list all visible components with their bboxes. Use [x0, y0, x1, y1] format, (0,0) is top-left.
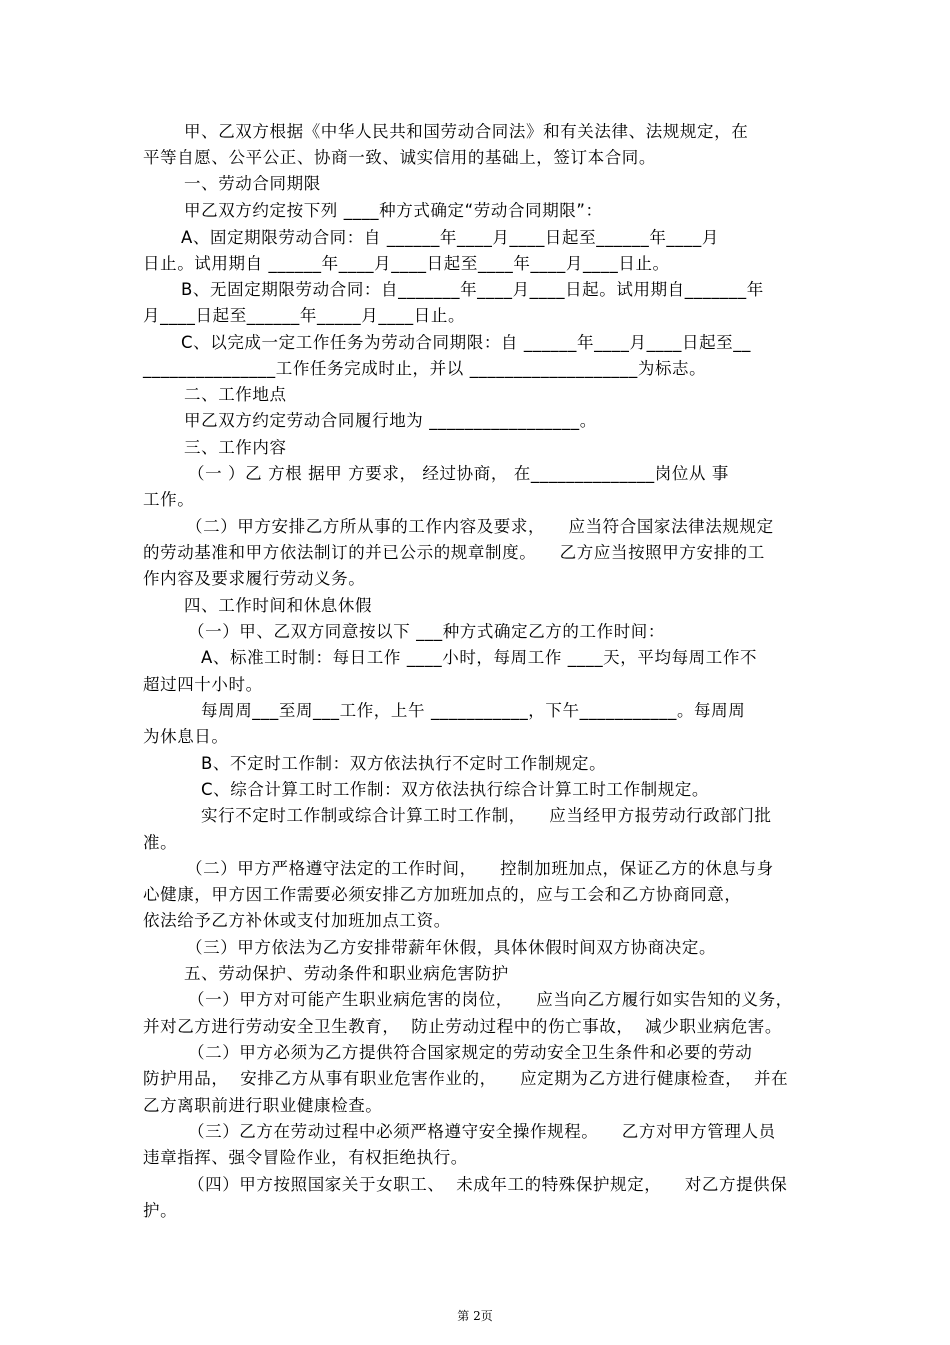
section-heading: 一、劳动合同期限	[184, 174, 321, 193]
paragraph-line: （二）甲方安排乙方所从事的工作内容及要求， 应当符合国家法律法规规定	[186, 517, 774, 536]
paragraph-line: 月____日起至______年_____月____日止。	[143, 306, 466, 325]
paragraph-line: 实行不定时工作制或综合计算工时工作制， 应当经甲方报劳动行政部门批	[201, 806, 772, 825]
page-number: 第 2页	[457, 1309, 493, 1323]
section-heading: 三、工作内容	[184, 438, 287, 457]
paragraph-line: 护。	[143, 1201, 178, 1220]
paragraph-line: （一）甲方对可能产生职业病危害的岗位， 应当向乙方履行如实告知的义务，	[188, 990, 793, 1009]
paragraph-line: （三）乙方在劳动过程中必须严格遵守安全操作规程。 乙方对甲方管理人员	[188, 1122, 776, 1141]
paragraph-line: 甲乙双方约定劳动合同履行地为 _________________。	[184, 411, 597, 430]
paragraph-line: 并对乙方进行劳动安全卫生教育， 防止劳动过程中的伤亡事故， 减少职业病危害。	[143, 1017, 782, 1036]
paragraph-line: 依法给予乙方补休或支付加班加点工资。	[143, 911, 451, 930]
paragraph-line: （四）甲方按照国家关于女职工、 未成年工的特殊保护规定， 对乙方提供保	[188, 1175, 788, 1194]
paragraph-line: 准。	[143, 833, 178, 852]
paragraph-line: C、综合计算工时工作制：双方依法执行综合计算工时工作制规定。	[201, 780, 710, 799]
paragraph-line: 心健康，甲方因工作需要必须安排乙方加班加点的，应与工会和乙方协商同意，	[143, 885, 742, 904]
paragraph-line: A、标准工时制：每日工作 ____小时，每周工作 ____天，平均每周工作不	[201, 648, 758, 667]
paragraph-line: （三）甲方依法为乙方安排带薪年休假，具体休假时间双方协商决定。	[186, 938, 717, 957]
paragraph-line: 甲、乙双方根据《中华人民共和国劳动合同法》和有关法律、法规规定，在	[184, 122, 749, 141]
paragraph-line: B、无固定期限劳动合同：自_______年____月____日起。试用期自_______年	[181, 280, 764, 299]
paragraph-line: （一 ）乙 方根 据甲 方要求， 经过协商， 在______________岗位从 事	[188, 464, 730, 483]
paragraph-line: B、不定时工作制：双方依法执行不定时工作制规定。	[201, 754, 607, 773]
paragraph-line: （一）甲、乙双方同意按以下 ___种方式确定乙方的工作时间：	[188, 622, 665, 641]
paragraph-line: 防护用品， 安排乙方从事有职业危害作业的， 应定期为乙方进行健康检查， 并在	[143, 1069, 789, 1088]
paragraph-line: 乙方离职前进行职业健康检查。	[143, 1096, 383, 1115]
section-heading: 四、工作时间和休息休假	[184, 596, 373, 615]
paragraph-line: 作内容及要求履行劳动义务。	[143, 569, 366, 588]
paragraph-line: 违章指挥、强令冒险作业，有权拒绝执行。	[143, 1148, 468, 1167]
paragraph-line: 日止。试用期自 ______年____月____日起至____年____月____日止。	[143, 254, 670, 273]
section-heading: 二、工作地点	[184, 385, 287, 404]
paragraph-line: 的劳动基准和甲方依法制订的并已公示的规章制度。 乙方应当按照甲方安排的工	[143, 543, 765, 562]
paragraph-line: 工作。	[143, 490, 195, 509]
paragraph-line: 超过四十小时。	[143, 675, 263, 694]
paragraph-line: （二）甲方严格遵守法定的工作时间， 控制加班加点，保证乙方的休息与身	[186, 859, 774, 878]
paragraph-line: 甲乙双方约定按下列 ____种方式确定“劳动合同期限”：	[184, 201, 603, 220]
paragraph-line: （二）甲方必须为乙方提供符合国家规定的劳动安全卫生条件和必要的劳动	[188, 1043, 753, 1062]
paragraph-line: _______________工作任务完成时止，并以 ___________________为标志。	[143, 359, 707, 378]
paragraph-line: 每周周___至周___工作，上午 ___________，下午___________。每周周	[201, 701, 746, 720]
paragraph-line: C、以完成一定工作任务为劳动合同期限：自 ______年____月____日起至__	[181, 333, 751, 352]
paragraph-line: 平等自愿、公平公正、协商一致、诚实信用的基础上，签订本合同。	[143, 148, 656, 167]
paragraph-line: 为休息日。	[143, 727, 229, 746]
paragraph-line: A、固定期限劳动合同：自 ______年____月____日起至______年____月	[181, 228, 719, 247]
section-heading: 五、劳动保护、劳动条件和职业病危害防护	[184, 964, 509, 983]
